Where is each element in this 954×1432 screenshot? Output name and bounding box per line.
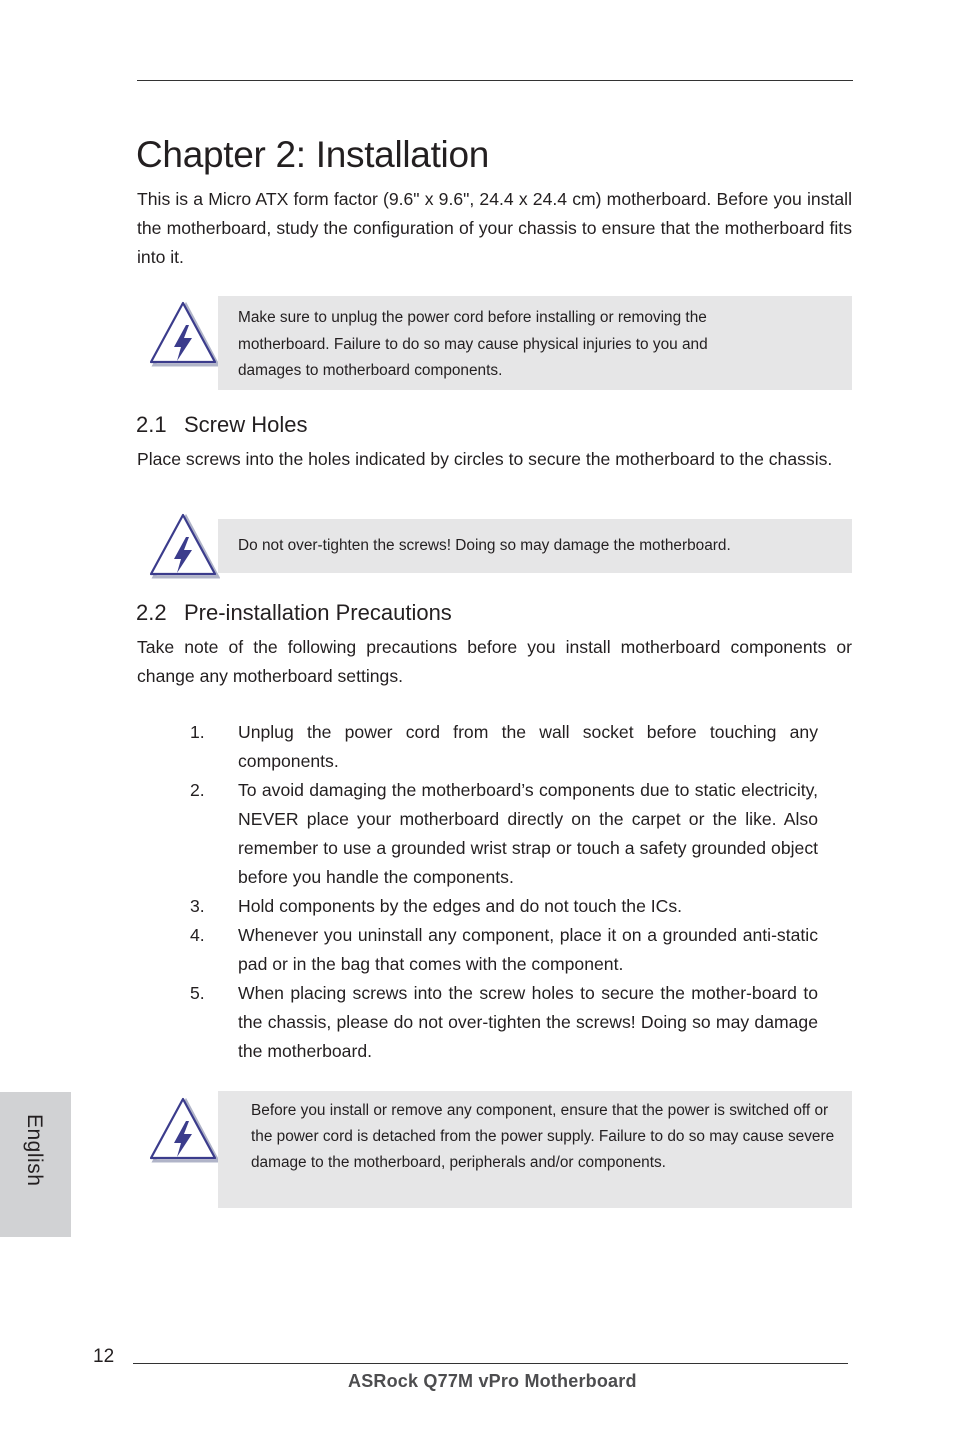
top-rule xyxy=(137,80,853,81)
note-text-screws: Do not over-tighten the screws! Doing so may damage the motherboard. xyxy=(238,537,731,554)
note-box-components xyxy=(218,1091,852,1208)
warning-triangle-icon xyxy=(150,301,220,367)
list-text: Hold components by the edges and do not touch the ICs. xyxy=(238,896,683,916)
note-text-components: Before you install or remove any component, ensure that the power is switched off or the power cord is detached from the power supply. Failure to do so may cause severe damage to the motherboard, peripherals and/or components. xyxy=(251,1102,835,1171)
language-tab xyxy=(0,1092,71,1237)
list-text: Whenever you uninstall any component, place it on a grounded anti-static pad or in the bag that comes with the component. xyxy=(238,925,818,974)
list-item xyxy=(190,892,818,921)
list-text: To avoid damaging the motherboard’s components due to static electricity, NEVER place your motherboard directly on the carpet or the like. Also remember to use a grounded wrist strap or touch a safety grounded object before you handle the components. xyxy=(238,780,818,887)
list-text: Unplug the power cord from the wall socket before touching any components. xyxy=(238,722,818,771)
precautions-body: Take note of the following precautions before you install motherboard components or change any motherboard settings. xyxy=(137,637,852,686)
section-number: 2.2 xyxy=(136,600,167,625)
list-item xyxy=(190,776,818,892)
section-title-screw-holes xyxy=(136,411,307,439)
list-number: 4. xyxy=(190,925,205,945)
screw-holes-body: Place screws into the holes indicated by circles to secure the motherboard to the chassis. xyxy=(137,449,833,469)
list-text: When placing screws into the screw holes to secure the mother-board to the chassis, please do not over-tighten the screws! Doing so may damage the motherboard. xyxy=(238,983,818,1061)
precautions-list xyxy=(190,718,818,1066)
chapter-intro: This is a Micro ATX form factor (9.6" x 9.6", 24.4 x 24.4 cm) motherboard. Before you install the motherboard, study the configuration of your chassis to ensure that the motherboard fits into it. xyxy=(137,189,852,267)
note-box-screws xyxy=(218,519,852,573)
section-heading: Pre-installation Precautions xyxy=(184,600,452,625)
list-item xyxy=(190,921,818,979)
page-number: 12 xyxy=(93,1346,115,1367)
list-number: 1. xyxy=(190,722,205,742)
warning-triangle-icon xyxy=(150,1097,220,1163)
list-item xyxy=(190,979,818,1066)
section-title-precautions xyxy=(136,599,452,627)
list-item xyxy=(190,718,818,776)
note-box-power xyxy=(218,296,852,390)
list-number: 5. xyxy=(190,983,205,1003)
language-label: English xyxy=(23,1114,46,1187)
note-text-power: Make sure to unplug the power cord before installing or removing the motherboard. Failure to do so may cause physical injuries to you and damages to motherboard components. xyxy=(238,309,708,379)
section-number: 2.1 xyxy=(136,412,167,437)
section-heading: Screw Holes xyxy=(184,412,308,437)
footer-title: ASRock Q77M vPro Motherboard xyxy=(348,1371,637,1391)
chapter-title: Chapter 2: Installation xyxy=(136,134,490,175)
list-number: 3. xyxy=(190,896,205,916)
list-number: 2. xyxy=(190,780,205,800)
bottom-rule xyxy=(133,1363,848,1364)
warning-triangle-icon xyxy=(150,513,220,579)
